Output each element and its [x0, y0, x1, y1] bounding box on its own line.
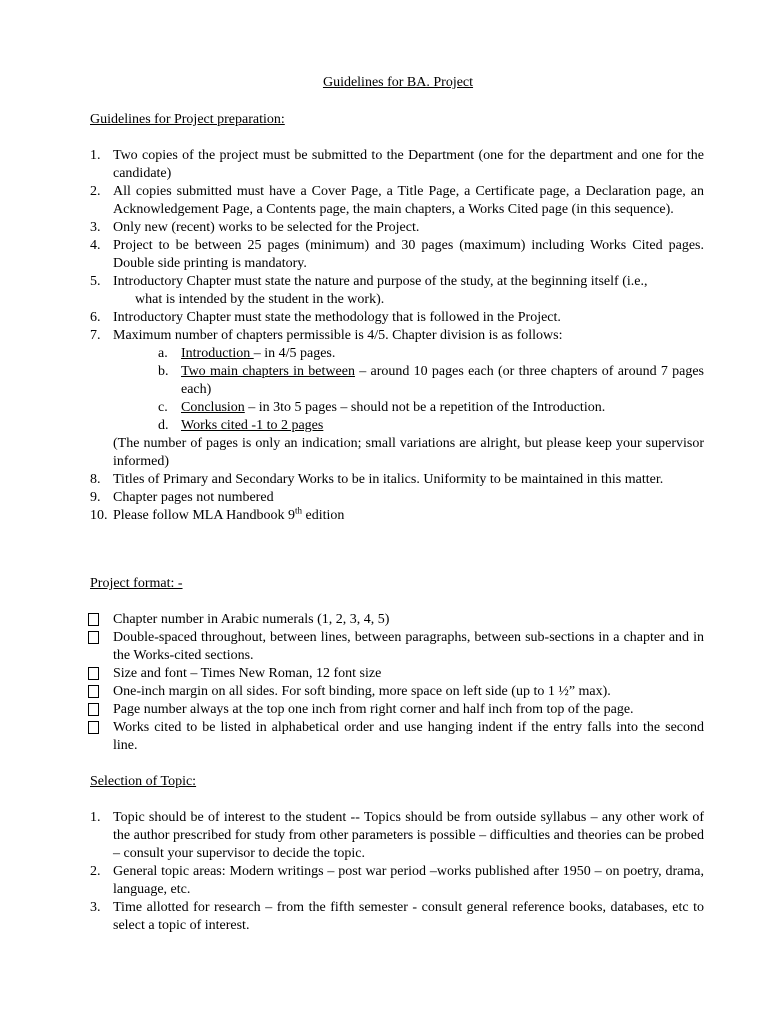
bullet-item	[0, 701, 704, 719]
sub-item-text: – in 3to 5 pages – should not be a repetition of the Introduction.	[244, 400, 606, 415]
bullet-glyph-icon	[88, 721, 99, 734]
item-text: Titles of Primary and Secondary Works to be in italics. Uniformity to be maintained in this matter.	[113, 472, 664, 487]
list-item	[0, 273, 704, 309]
item-number: 10.	[90, 508, 108, 523]
sub-list-item	[0, 399, 704, 417]
sub-item-label: Conclusion	[181, 400, 245, 415]
bullet-text: Size and font – Times New Roman, 12 font size	[113, 666, 382, 681]
item-number: 4.	[90, 238, 101, 253]
item-text: Project to be between 25 pages (minimum) and 30 pages (maximum) including Works Cited pages. Double side printing is mandatory.	[113, 238, 704, 271]
list-item	[0, 327, 704, 345]
item-number: 2.	[90, 184, 101, 199]
sub-item-letter: a.	[158, 346, 168, 361]
sub-item-letter: d.	[158, 418, 169, 433]
page-count-note: (The number of pages is only an indication; small variations are alright, but please keep your supervisor informed)	[113, 436, 704, 469]
item-text-continued: what is intended by the student in the work).	[135, 292, 385, 307]
item-text: Please follow MLA Handbook 9	[113, 508, 295, 523]
item-number: 6.	[90, 310, 101, 325]
item-number: 2.	[90, 864, 101, 879]
sub-list-item	[0, 363, 704, 399]
list-item	[0, 489, 704, 507]
item-text: Two copies of the project must be submitted to the Department (one for the department and one for the candidate)	[113, 148, 704, 181]
item-number: 1.	[90, 148, 101, 163]
list-item	[0, 809, 704, 863]
bullet-item	[0, 683, 704, 701]
bullet-glyph-icon	[88, 613, 99, 626]
item-number: 8.	[90, 472, 101, 487]
bullet-text: One-inch margin on all sides. For soft binding, more space on left side (up to 1 ½” max).	[113, 684, 611, 699]
bullet-text: Chapter number in Arabic numerals (1, 2, 3, 4, 5)	[113, 612, 390, 627]
list-item	[0, 507, 704, 525]
item-text-end: edition	[302, 508, 345, 523]
item-text: Introductory Chapter must state the methodology that is followed in the Project.	[113, 310, 561, 325]
list-item	[0, 899, 704, 935]
sub-item-label: Works cited -1 to 2 pages	[181, 418, 324, 433]
item-number: 9.	[90, 490, 101, 505]
document-title: Guidelines for BA. Project	[322, 75, 474, 90]
list-item	[0, 237, 704, 273]
sub-item-letter: b.	[158, 364, 169, 379]
format-heading: Project format: -	[90, 576, 183, 591]
item-number: 3.	[90, 220, 101, 235]
item-text: Time allotted for research – from the fifth semester - consult general reference books, databases, etc to select a topic of interest.	[113, 900, 704, 933]
sub-list-item	[0, 417, 704, 435]
item-text: General topic areas: Modern writings – post war period –works published after 1950 – on poetry, drama, language, etc.	[113, 864, 704, 897]
list-item	[0, 147, 704, 183]
topic-list	[0, 809, 768, 935]
list-item	[0, 309, 704, 327]
format-list	[0, 611, 768, 755]
bullet-glyph-icon	[88, 703, 99, 716]
item-text: All copies submitted must have a Cover Page, a Title Page, a Certificate page, a Declaration page, an Acknowledgement Page, a Contents page, the main chapters, a Works Cited page (in this sequence).	[113, 184, 704, 217]
sub-list-item	[0, 345, 704, 363]
topic-heading: Selection of Topic:	[90, 774, 197, 789]
bullet-item	[0, 719, 704, 755]
item-text: Only new (recent) works to be selected for the Project.	[113, 220, 420, 235]
item-number: 1.	[90, 810, 101, 825]
bullet-glyph-icon	[88, 667, 99, 680]
list-item	[0, 471, 704, 489]
bullet-glyph-icon	[88, 631, 99, 644]
preparation-list	[0, 147, 768, 525]
item-text: Maximum number of chapters permissible is 4/5. Chapter division is as follows:	[113, 328, 563, 343]
sub-item-text: – around 10 pages each (or three chapters of around 7 pages each)	[181, 364, 704, 397]
sub-item-letter: c.	[158, 400, 168, 415]
preparation-heading: Guidelines for Project preparation:	[90, 112, 285, 127]
bullet-glyph-icon	[88, 685, 99, 698]
bullet-item	[0, 665, 704, 683]
item-number: 5.	[90, 274, 101, 289]
bullet-item	[0, 629, 704, 665]
item-text: Topic should be of interest to the student -- Topics should be from outside syllabus – any other work of the author prescribed for study from other parameters is possible – difficulties and theories can be probed – consult your supervisor to decide the topic.	[113, 810, 704, 861]
item-text: Introductory Chapter must state the nature and purpose of the study, at the beginning itself (i.e.,	[113, 274, 648, 289]
bullet-text: Double-spaced throughout, between lines, between paragraphs, between sub-sections in a chapter and in the Works-cited sections.	[113, 630, 704, 663]
sub-item-label: Two main chapters in between	[181, 364, 355, 379]
bullet-text: Page number always at the top one inch from right corner and half inch from top of the page.	[113, 702, 634, 717]
item-number: 7.	[90, 328, 101, 343]
item-number: 3.	[90, 900, 101, 915]
bullet-item	[0, 611, 704, 629]
bullet-text: Works cited to be listed in alphabetical order and use hanging indent if the entry falls into the second line.	[113, 720, 704, 753]
item-text: Chapter pages not numbered	[113, 490, 274, 505]
sub-item-label: Introduction	[181, 346, 254, 361]
sub-item-text: – in 4/5 pages.	[253, 346, 336, 361]
list-item	[0, 863, 704, 899]
superscript: th	[294, 505, 302, 516]
list-item	[0, 219, 704, 237]
list-item	[0, 183, 704, 219]
